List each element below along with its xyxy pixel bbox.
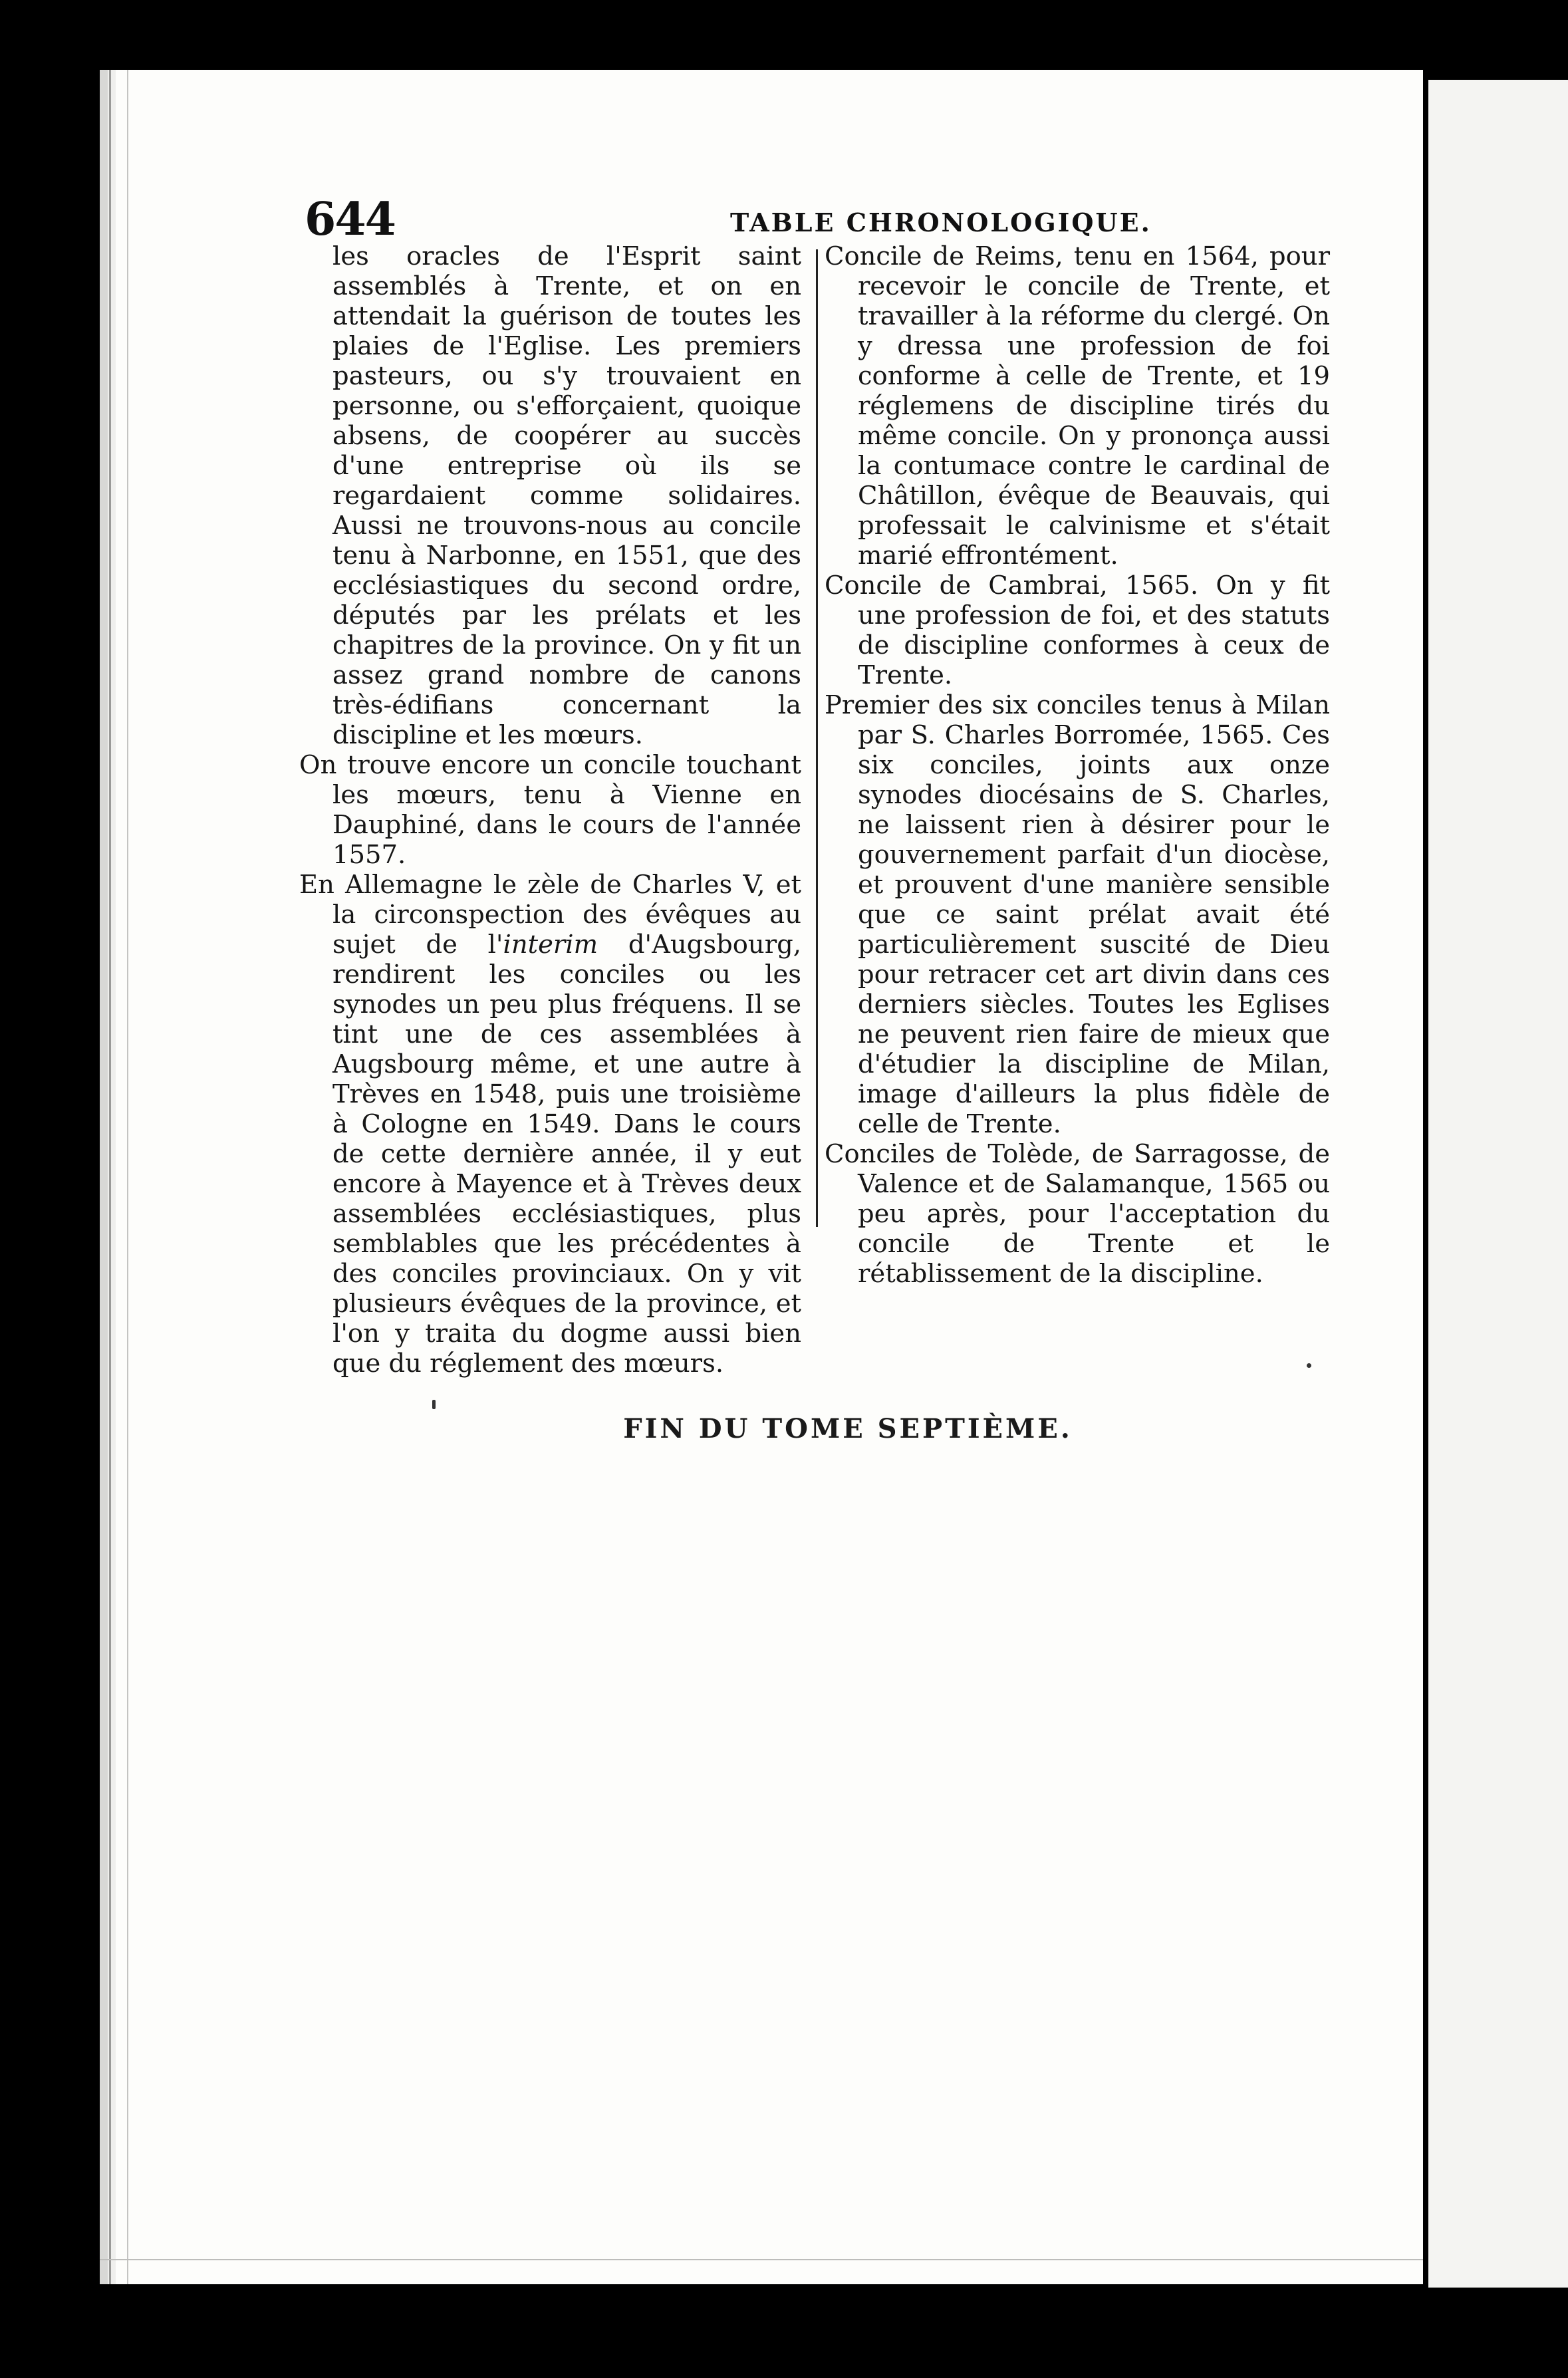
- book-page: [100, 70, 1423, 2284]
- right-column: [825, 241, 1330, 1289]
- text-paragraph: Concile de Cambrai, 1565. On y fit une profession de foi, et des statuts de discipline conformes à ceux de Trente.: [825, 571, 1330, 690]
- text-paragraph: [299, 870, 801, 1379]
- page-bottom-edge: [100, 2259, 1423, 2284]
- ink-speck: [432, 1400, 436, 1409]
- italic-term: interim: [503, 930, 598, 960]
- running-title: TABLE CHRONOLOGIQUE.: [730, 207, 1152, 237]
- end-note-text: FIN DU TOME SEPTIÈME.: [623, 1413, 1073, 1444]
- text-paragraph: Conciles de Tolède, de Sarragosse, de Valence et de Salamanque, 1565 ou peu après, pour l'acceptation du concile de Trente et le rétablissement de la discipline.: [825, 1139, 1330, 1289]
- ink-speck: [1307, 1363, 1311, 1368]
- text-run: d'Augsbourg, rendirent les conciles ou les synodes un peu plus fréquens. Il se tint une de ces assemblées à Augsbourg même, et une autre à Trèves en 1548, puis une troisième à Cologne en 1549. Dans le cours de cette dernière année, il y eut encore à Mayence et à Trèves deux assemblées ecclésiastiques, plus semblables que les précédentes à des conciles provinciaux. On y vit plusieurs évêques de la province, et l'on y traita du dogme aussi bien que du réglement des mœurs.: [332, 930, 801, 1379]
- end-note: [100, 1413, 1423, 1444]
- page-gutter: [109, 70, 128, 2284]
- page-number: 644: [305, 193, 395, 246]
- column-divider: [816, 249, 818, 1227]
- text-paragraph: Premier des six conciles tenus à Milan par S. Charles Borromée, 1565. Ces six conciles, joints aux onze synodes diocésains de S. Charles, ne laissent rien à désirer pour le gouvernement parfait d'un diocèse, et prouvent d'une manière sensible que ce saint prélat avait été particulièrement suscité de Dieu pour retracer cet art divin dans ces derniers siècles. Toutes les Eglises ne peuvent rien faire de mieux que d'étudier la discipline de Milan, image d'ailleurs la plus fidèle de celle de Trente.: [825, 690, 1330, 1139]
- adjacent-page-edge: [1428, 80, 1568, 2288]
- text-run: En Allemagne le zèle de Charles V, et la circonspection des évêques au sujet de l': [299, 870, 801, 960]
- text-paragraph: On trouve encore un concile touchant les mœurs, tenu à Vienne en Dauphiné, dans le cours de l'année 1557.: [299, 750, 801, 870]
- text-paragraph: les oracles de l'Esprit saint assemblés à Trente, et on en attendait la guérison de toutes les plaies de l'Eglise. Les premiers pasteurs, ou s'y trouvaient en personne, ou s'efforçaient, quoique absens, de coopérer au succès d'une entreprise où ils se regardaient comme solidaires. Aussi ne trouvons-nous au concile tenu à Narbonne, en 1551, que des ecclésiastiques du second ordre, députés par les prélats et les chapitres de la province. On y fit un assez grand nombre de canons très-édifians concernant la discipline et les mœurs.: [332, 241, 801, 750]
- left-column: [299, 241, 801, 1379]
- text-paragraph: Concile de Reims, tenu en 1564, pour recevoir le concile de Trente, et travailler à la réforme du clergé. On y dressa une profession de foi conforme à celle de Trente, et 19 réglemens de discipline tirés du même concile. On y prononça aussi la contumace contre le cardinal de Châtillon, évêque de Beauvais, qui professait le calvinisme et s'était marié effrontément.: [825, 241, 1330, 571]
